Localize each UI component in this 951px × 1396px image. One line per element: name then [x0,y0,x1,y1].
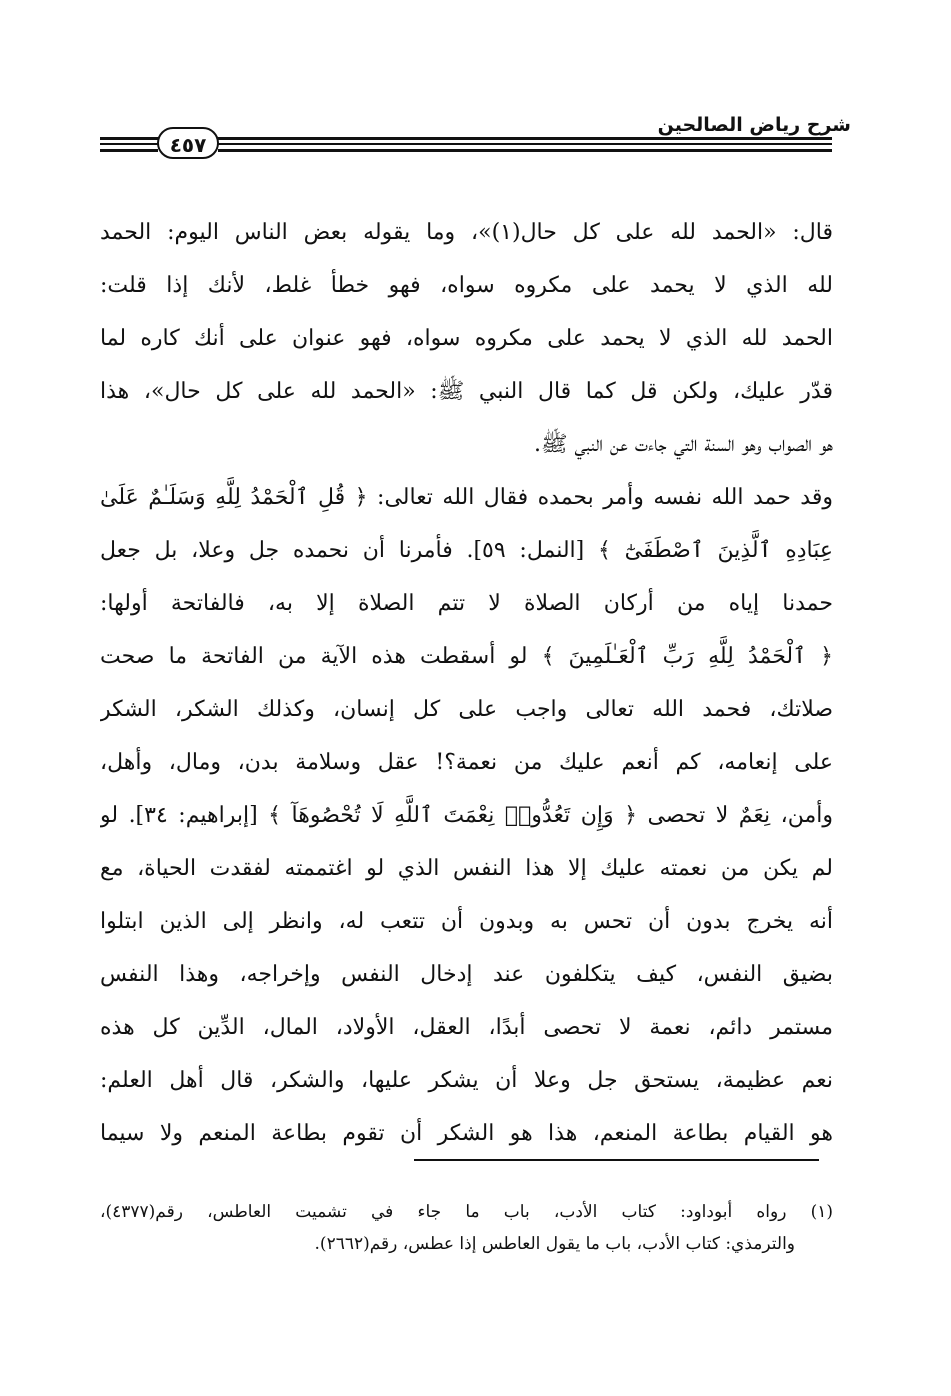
text-line: قدّر عليك، ولكن قل كما قال النبي ﷺ: «الحمد لله على كل حال»، هذا [100,379,833,404]
text-line: أنه يخرج بدون أن تحس به وبدون أن تتعب له، وانظر إلى الذين ابتلوا [100,909,833,934]
text-line: وقد حمد الله نفسه وأمر بحمده فقال الله تعالى: ﴿ قُلِ ٱلْحَمْدُ لِلَّهِ وَسَلَـٰمٌ عَلَىٰ [100,485,833,510]
text-line: نعم عظيمة، يستحق جل وعلا أن يشكر عليها، والشكر، قال أهل العلم: [100,1068,833,1093]
text-line: عِبَادِهِ ٱلَّذِينَ ٱصْطَفَىٰٓ ﴾ [النمل: ٥٩]. فأمرنا أن نحمده جل وعلا، بل جعل [100,538,833,563]
header-rule [100,149,158,152]
footnote-line: والترمذي: كتاب الأدب، باب ما يقول العاطس إذا عطس، رقم(٢٦٦٢). [314,1234,795,1254]
running-header-title: شرح رياض الصالحين [657,114,851,136]
text-line: الحمد لله الذي لا يحمد على مكروه سواه، فهو عنوان على أنك كاره لما [100,326,833,351]
text-line: هو الصواب وهو السنة التي جاءت عن النبي ﷺ. [533,432,833,457]
text-line: ﴿ ٱلْحَمْدُ لِلَّهِ رَبِّ ٱلْعَـٰلَمِينَ ﴾ لو أسقطت هذه الآية من الفاتحة ما صحت [100,644,833,669]
text-line: هو القيام بطاعة المنعم، هذا هو الشكر أن تقوم بطاعة المنعم ولا سيما [100,1121,833,1146]
header-rule [100,143,158,145]
page-number: ٤٥٧ [157,127,219,159]
text-line: على إنعامه، كم أنعم عليك من نعمة؟! عقل وسلامة بدن، ومال، وأهل، [100,750,833,775]
text-line: صلاتك، فحمد الله تعالى واجب على كل إنسان، وكذلك الشكر، الشكر [100,697,833,722]
text-line: مستمر دائم، نعمة لا تحصى أبدًا، العقل، الأولاد، المال، الدِّين كل هذه [100,1015,833,1040]
header-rule [100,137,158,140]
header-rule [218,137,832,140]
text-line: لله الذي لا يحمد على مكروه سواه، فهو خطأ غلط، لأنك إذا قلت: [100,273,833,298]
text-line: وأمن، نِعَمٌ لا تحصى ﴿ وَإِن تَعُدُّوا۟ نِعْمَتَ ٱللَّهِ لَا تُحْصُوهَآ ﴾ [إبراهيم: ٣٤]. لو [100,803,833,828]
text-line: قال: «الحمد لله على كل حال(١)»، وما يقوله بعض الناس اليوم: الحمد [100,220,833,245]
header-rule [218,143,832,145]
header-rule [218,149,832,152]
footnote-line: (١) رواه أبوداود: كتاب الأدب، باب ما جاء في تشميت العاطس، رقم(٤٣٧٧)، [100,1202,833,1222]
text-line: لم يكن من نعمته عليك إلا هذا النفس الذي لو اغتممته لفقدت الحياة، مع [100,856,833,881]
footnote-separator [414,1159,819,1161]
main-text-block [100,206,833,1160]
text-line: بضيق النفس، كيف يتكلفون عند إدخال النفس وإخراجه، وهذا النفس [100,962,833,987]
footnotes [100,1196,833,1260]
text-line: حمدنا إياه من أركان الصلاة لا تتم الصلاة إلا به، فالفاتحة أولها: [100,591,833,616]
